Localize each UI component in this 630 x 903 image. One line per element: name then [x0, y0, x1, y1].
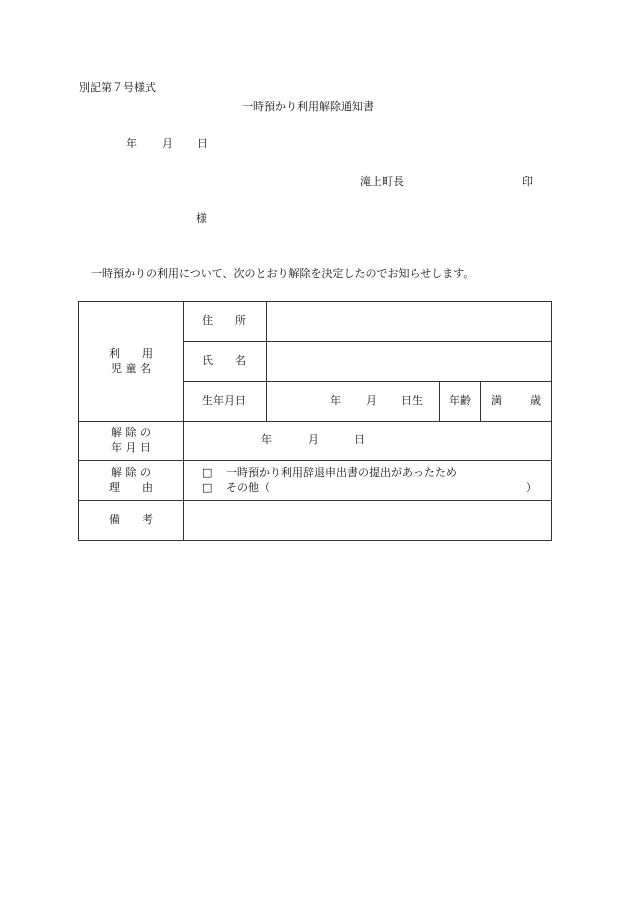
date-month: 月: [162, 137, 173, 150]
date-day: 日: [197, 137, 208, 150]
name-label: 氏 名: [184, 342, 267, 382]
age-label: 年齢: [440, 382, 481, 422]
cancel-date-label-cell: [79, 422, 184, 461]
birthdate-label: 生年月日: [184, 382, 267, 422]
form-number: 別記第７号様式: [79, 81, 156, 94]
age-prefix: 満: [491, 394, 502, 408]
reason-2-checkbox[interactable]: □: [202, 480, 213, 494]
user-child-label-cell: [79, 302, 184, 422]
cancel-year-unit: 年: [261, 433, 272, 446]
remarks-label-text: 備 考: [109, 513, 153, 527]
issuer-seal: 印: [522, 175, 533, 188]
reason-option-2[interactable]: [184, 481, 551, 496]
address-label: 住 所: [184, 302, 267, 342]
age-suffix: 歳: [530, 394, 542, 408]
remarks-label: [79, 501, 184, 541]
reason-option-1[interactable]: [184, 466, 551, 481]
date-year: 年: [126, 137, 137, 150]
age-value[interactable]: [481, 382, 552, 422]
issuer-name: 滝上町長: [360, 175, 404, 188]
reason-1-checkbox[interactable]: □: [202, 465, 213, 479]
remarks-value[interactable]: [184, 501, 552, 541]
recipient-suffix: 様: [196, 212, 207, 225]
reason-2-close: ）: [526, 480, 538, 494]
reason-2-text: その他（: [226, 480, 270, 494]
birth-day-unit: 日生: [401, 393, 423, 407]
reason-1-text: 一時預かり利用辞退申出書の提出があったため: [226, 465, 457, 479]
cancel-day-unit: 日: [354, 433, 365, 446]
notice-text: 一時預かりの利用について、次のとおり解除を決定したのでお知らせします。: [91, 267, 475, 280]
reason-label-line2: 理 由: [109, 480, 153, 494]
user-child-label-line1: 利 用: [109, 346, 153, 360]
birth-year-unit: 年: [330, 393, 341, 407]
cancel-date-value[interactable]: [184, 422, 552, 461]
document-title: 一時預かり利用解除通知書: [242, 100, 374, 113]
address-value[interactable]: [267, 302, 552, 342]
cancel-date-label-line1: 解 除 の: [111, 426, 151, 440]
user-child-label-line2: 児 童 名: [111, 361, 151, 375]
birth-month-unit: 月: [366, 393, 377, 407]
reason-label-cell: [79, 461, 184, 501]
birthdate-value[interactable]: [267, 382, 440, 422]
notification-table: [78, 301, 552, 541]
reason-label-line1: 解 除 の: [111, 465, 151, 479]
cancel-month-unit: 月: [308, 433, 319, 446]
name-value[interactable]: [267, 342, 552, 382]
reason-value-cell: [184, 461, 552, 501]
cancel-date-label-line2: 年 月 日: [111, 441, 151, 454]
